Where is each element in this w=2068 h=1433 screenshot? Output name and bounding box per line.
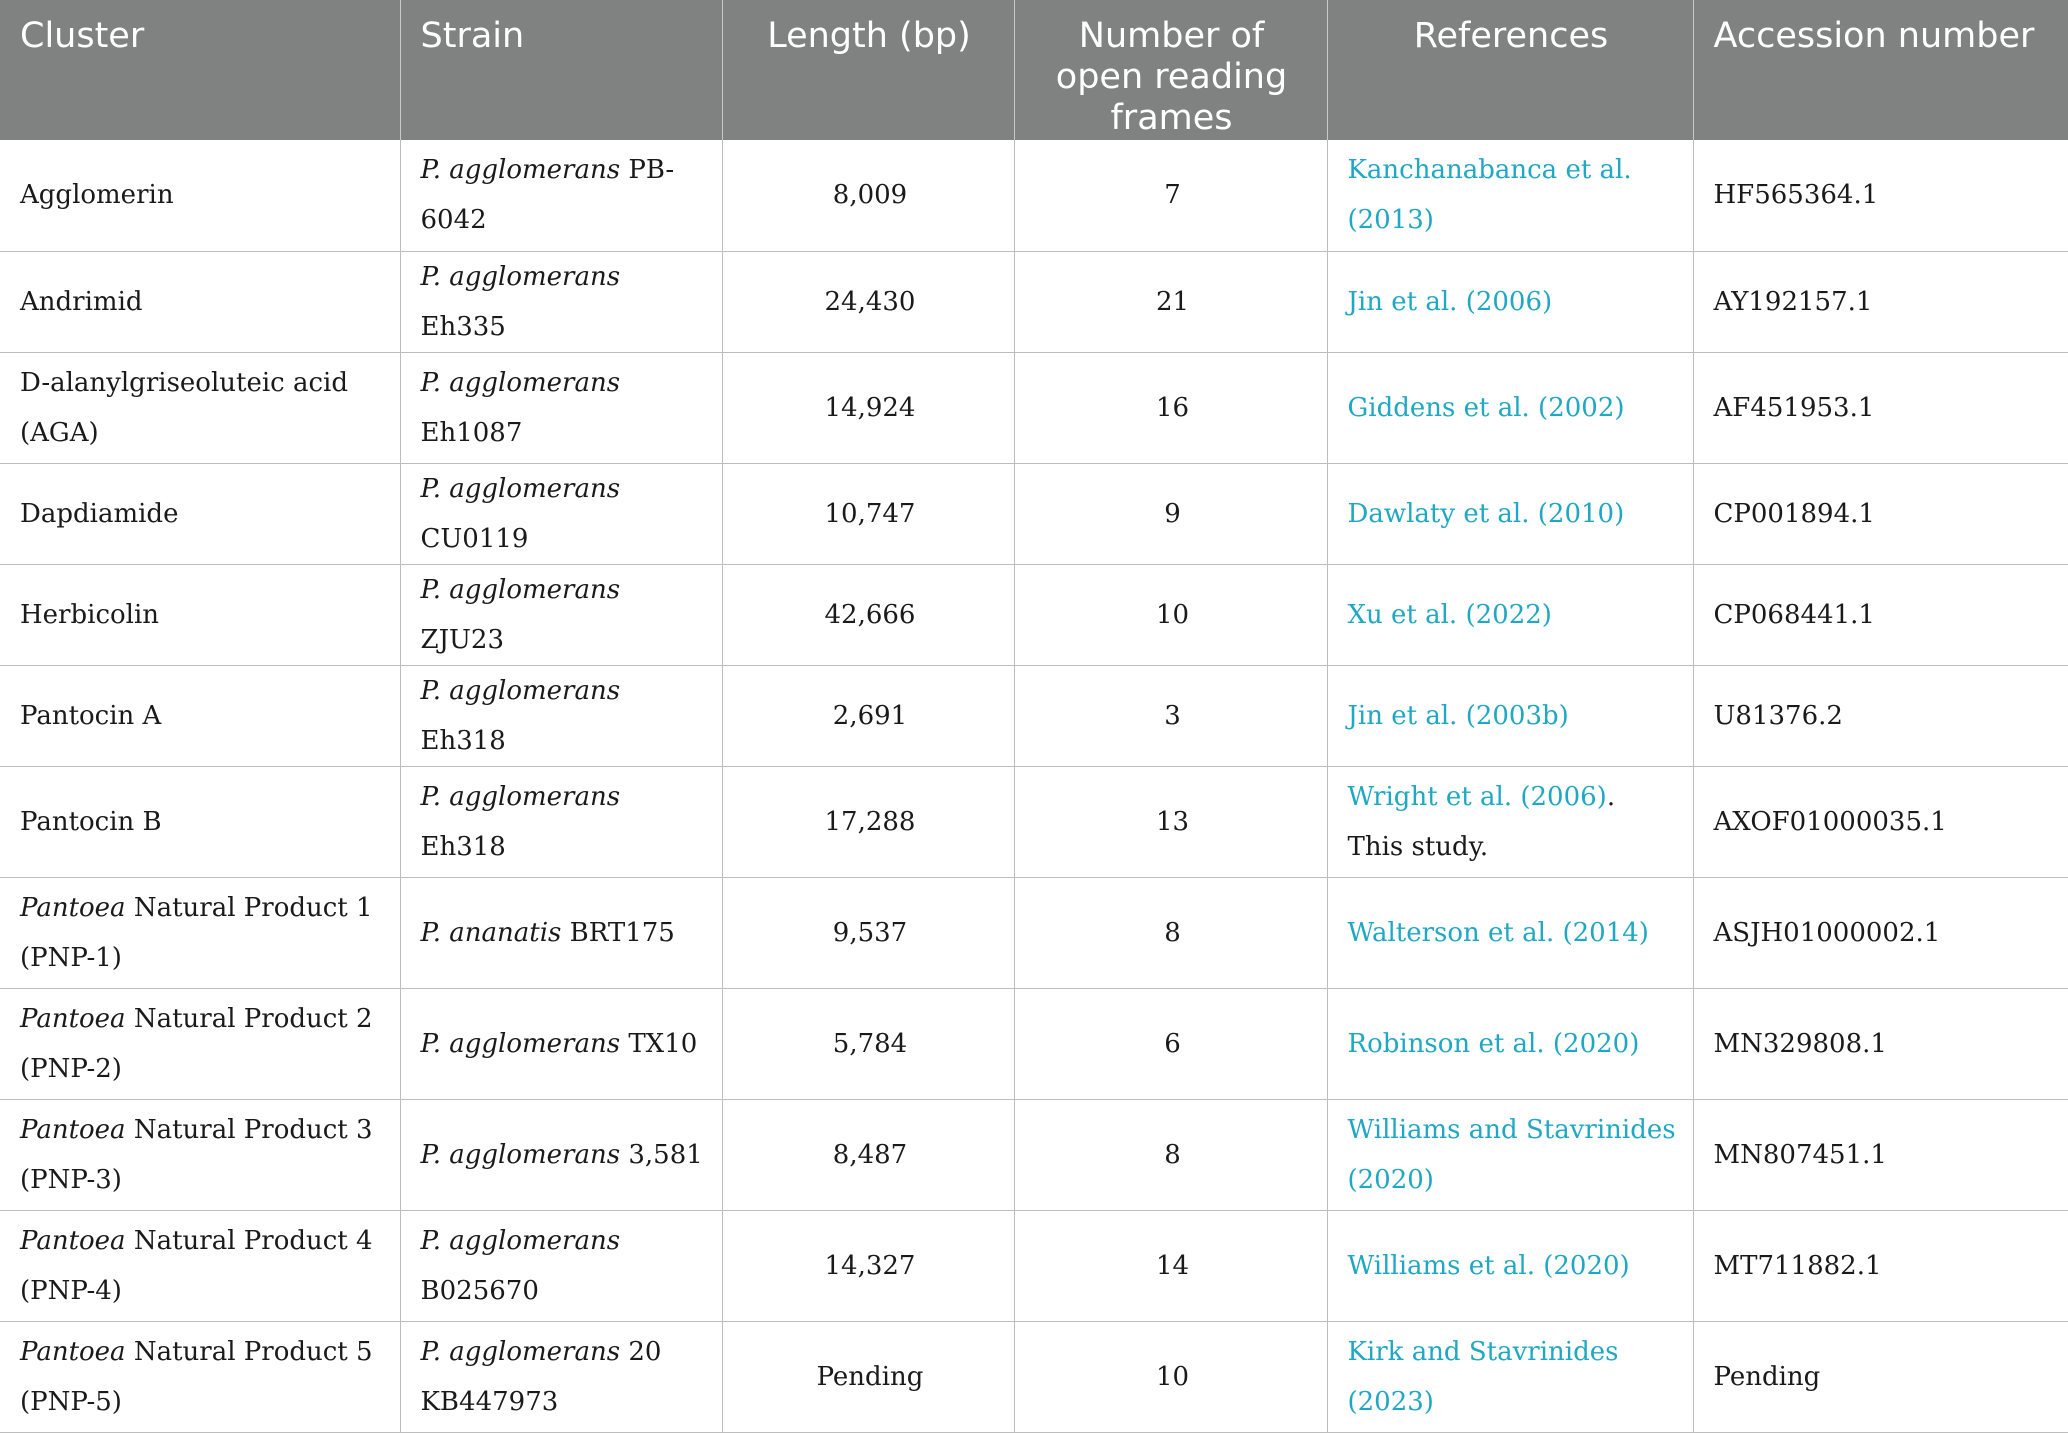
- cell-length: 42,666: [722, 564, 1014, 665]
- strain-species: P. agglomerans: [420, 574, 621, 605]
- cell-reference: [1327, 564, 1693, 665]
- cell-cluster: [0, 463, 400, 564]
- strain-id: BRT175: [569, 917, 675, 948]
- cell-accession: ASJH01000002.1: [1693, 877, 2068, 988]
- strain-id: 3,581: [628, 1139, 703, 1170]
- cell-accession: MT711882.1: [1693, 1210, 2068, 1321]
- reference-link[interactable]: Dawlaty et al. (2010): [1347, 498, 1625, 529]
- strain-species: P. agglomerans: [420, 473, 621, 504]
- cell-cluster: [0, 1321, 400, 1432]
- cell-orfs: 8: [1014, 877, 1327, 988]
- cell-orfs: 10: [1014, 564, 1327, 665]
- cell-orfs: 6: [1014, 988, 1327, 1099]
- cell-length: 24,430: [722, 251, 1014, 352]
- cell-strain: [400, 1210, 722, 1321]
- cell-cluster: [0, 564, 400, 665]
- cluster-genus: Pantoea: [20, 892, 126, 923]
- reference-link[interactable]: Jin et al. (2003b): [1347, 700, 1569, 731]
- cluster-name: Pantocin B: [20, 806, 162, 837]
- cell-reference: [1327, 1321, 1693, 1432]
- strain-id: ZJU23: [420, 624, 504, 655]
- cell-accession: U81376.2: [1693, 665, 2068, 766]
- header-accession: Accession number: [1693, 0, 2068, 140]
- reference-link[interactable]: Giddens et al. (2002): [1347, 392, 1625, 423]
- header-strain: Strain: [400, 0, 722, 140]
- strain-species: P. agglomerans: [420, 1139, 621, 1170]
- reference-note: . This study.: [1347, 781, 1616, 862]
- cell-strain: [400, 877, 722, 988]
- cluster-name: Natural Product 3 (PNP-3): [20, 1114, 373, 1195]
- cluster-genus: Pantoea: [20, 1003, 126, 1034]
- cell-orfs: 21: [1014, 251, 1327, 352]
- cluster-name: Natural Product 1 (PNP-1): [20, 892, 373, 973]
- reference-link[interactable]: Walterson et al. (2014): [1347, 917, 1649, 948]
- header-length: Length (bp): [722, 0, 1014, 140]
- table-row: [0, 665, 2068, 766]
- cell-strain: [400, 463, 722, 564]
- cell-cluster: [0, 766, 400, 877]
- cell-length: 14,924: [722, 352, 1014, 463]
- cluster-name: Natural Product 4 (PNP-4): [20, 1225, 373, 1306]
- cell-cluster: [0, 1210, 400, 1321]
- cell-length: 8,009: [722, 140, 1014, 251]
- cell-accession: CP001894.1: [1693, 463, 2068, 564]
- strain-id: Eh335: [420, 311, 506, 342]
- header-references: References: [1327, 0, 1693, 140]
- cell-strain: [400, 564, 722, 665]
- strain-species: P. agglomerans: [420, 1225, 621, 1256]
- cell-cluster: [0, 988, 400, 1099]
- strain-id: Eh318: [420, 831, 506, 862]
- cell-length: 17,288: [722, 766, 1014, 877]
- table-row: [0, 988, 2068, 1099]
- cluster-genus: Pantoea: [20, 1225, 126, 1256]
- reference-link[interactable]: Robinson et al. (2020): [1347, 1028, 1640, 1059]
- table-row: [0, 1321, 2068, 1432]
- cluster-name: Agglomerin: [20, 180, 174, 211]
- header-orfs: Number of open reading frames: [1014, 0, 1327, 140]
- cell-orfs: 9: [1014, 463, 1327, 564]
- reference-link[interactable]: Jin et al. (2006): [1347, 286, 1553, 317]
- cell-length: 10,747: [722, 463, 1014, 564]
- cell-accession: AY192157.1: [1693, 251, 2068, 352]
- strain-species: P. agglomerans: [420, 367, 621, 398]
- cell-reference: [1327, 352, 1693, 463]
- cell-reference: [1327, 1099, 1693, 1210]
- cell-reference: [1327, 665, 1693, 766]
- cluster-name: Dapdiamide: [20, 498, 179, 529]
- header-cluster: Cluster: [0, 0, 400, 140]
- table-row: [0, 766, 2068, 877]
- cell-cluster: [0, 877, 400, 988]
- cell-strain: [400, 352, 722, 463]
- table-row: [0, 251, 2068, 352]
- cell-accession: AF451953.1: [1693, 352, 2068, 463]
- cluster-name: Natural Product 2 (PNP-2): [20, 1003, 373, 1084]
- strain-id: Eh318: [420, 725, 506, 756]
- cell-length: Pending: [722, 1321, 1014, 1432]
- strain-species: P. agglomerans: [420, 1336, 621, 1367]
- table-row: [0, 564, 2068, 665]
- cell-strain: [400, 988, 722, 1099]
- strain-id: PB-6042: [420, 155, 675, 236]
- cell-cluster: [0, 1099, 400, 1210]
- cell-strain: [400, 140, 722, 251]
- cell-orfs: 13: [1014, 766, 1327, 877]
- cell-length: 9,537: [722, 877, 1014, 988]
- cell-orfs: 14: [1014, 1210, 1327, 1321]
- table-row: [0, 877, 2068, 988]
- cell-cluster: [0, 140, 400, 251]
- cell-length: 14,327: [722, 1210, 1014, 1321]
- cell-accession: CP068441.1: [1693, 564, 2068, 665]
- strain-species: P. ananatis: [420, 917, 562, 948]
- cell-reference: [1327, 766, 1693, 877]
- cell-cluster: [0, 352, 400, 463]
- cluster-genus: Pantoea: [20, 1114, 126, 1145]
- cluster-name: D-alanylgriseoluteic acid (AGA): [20, 367, 349, 448]
- strain-id: Eh1087: [420, 417, 523, 448]
- cell-orfs: 7: [1014, 140, 1327, 251]
- cell-accession: MN329808.1: [1693, 988, 2068, 1099]
- cell-length: 8,487: [722, 1099, 1014, 1210]
- cluster-name: Andrimid: [20, 286, 143, 317]
- table-row: [0, 352, 2068, 463]
- cell-orfs: 8: [1014, 1099, 1327, 1210]
- strain-species: P. agglomerans: [420, 781, 621, 812]
- reference-link[interactable]: Williams et al. (2020): [1347, 1250, 1630, 1281]
- cell-strain: [400, 766, 722, 877]
- table-row: [0, 1099, 2068, 1210]
- cluster-genus: Pantoea: [20, 1336, 126, 1367]
- strain-id: TX10: [628, 1028, 698, 1059]
- cell-length: 5,784: [722, 988, 1014, 1099]
- cell-reference: [1327, 463, 1693, 564]
- cell-length: 2,691: [722, 665, 1014, 766]
- table-header: [0, 0, 2068, 140]
- cell-accession: HF565364.1: [1693, 140, 2068, 251]
- table-row: [0, 463, 2068, 564]
- reference-link[interactable]: Wright et al. (2006): [1347, 781, 1607, 812]
- cell-accession: MN807451.1: [1693, 1099, 2068, 1210]
- strain-species: P. agglomerans: [420, 155, 621, 186]
- strain-id: CU0119: [420, 523, 529, 554]
- cell-orfs: 16: [1014, 352, 1327, 463]
- cell-strain: [400, 665, 722, 766]
- cluster-name: Herbicolin: [20, 599, 160, 630]
- cell-cluster: [0, 665, 400, 766]
- reference-link[interactable]: Xu et al. (2022): [1347, 599, 1552, 630]
- header-row: [0, 0, 2068, 140]
- strain-species: P. agglomerans: [420, 1028, 621, 1059]
- table-row: [0, 1210, 2068, 1321]
- cell-reference: [1327, 140, 1693, 251]
- cell-orfs: 10: [1014, 1321, 1327, 1432]
- cell-accession: Pending: [1693, 1321, 2068, 1432]
- cell-reference: [1327, 1210, 1693, 1321]
- reference-link[interactable]: Williams and Stavrinides (2020): [1347, 1114, 1676, 1195]
- cell-strain: [400, 1099, 722, 1210]
- cluster-name: Pantocin A: [20, 700, 162, 731]
- cell-cluster: [0, 251, 400, 352]
- cell-orfs: 3: [1014, 665, 1327, 766]
- cell-accession: AXOF01000035.1: [1693, 766, 2068, 877]
- cell-strain: [400, 251, 722, 352]
- table-body: [0, 140, 2068, 1432]
- cell-reference: [1327, 251, 1693, 352]
- reference-link[interactable]: Kirk and Stavrinides (2023): [1347, 1336, 1619, 1417]
- table-row: [0, 140, 2068, 251]
- strain-id: B025670: [420, 1275, 539, 1306]
- reference-link[interactable]: Kanchanabanca et al. (2013): [1347, 155, 1632, 236]
- strain-species: P. agglomerans: [420, 261, 621, 292]
- cell-reference: [1327, 988, 1693, 1099]
- strain-species: P. agglomerans: [420, 675, 621, 706]
- strain-id: 20 KB447973: [420, 1336, 662, 1417]
- cell-reference: [1327, 877, 1693, 988]
- cell-strain: [400, 1321, 722, 1432]
- cluster-name: Natural Product 5 (PNP-5): [20, 1336, 373, 1417]
